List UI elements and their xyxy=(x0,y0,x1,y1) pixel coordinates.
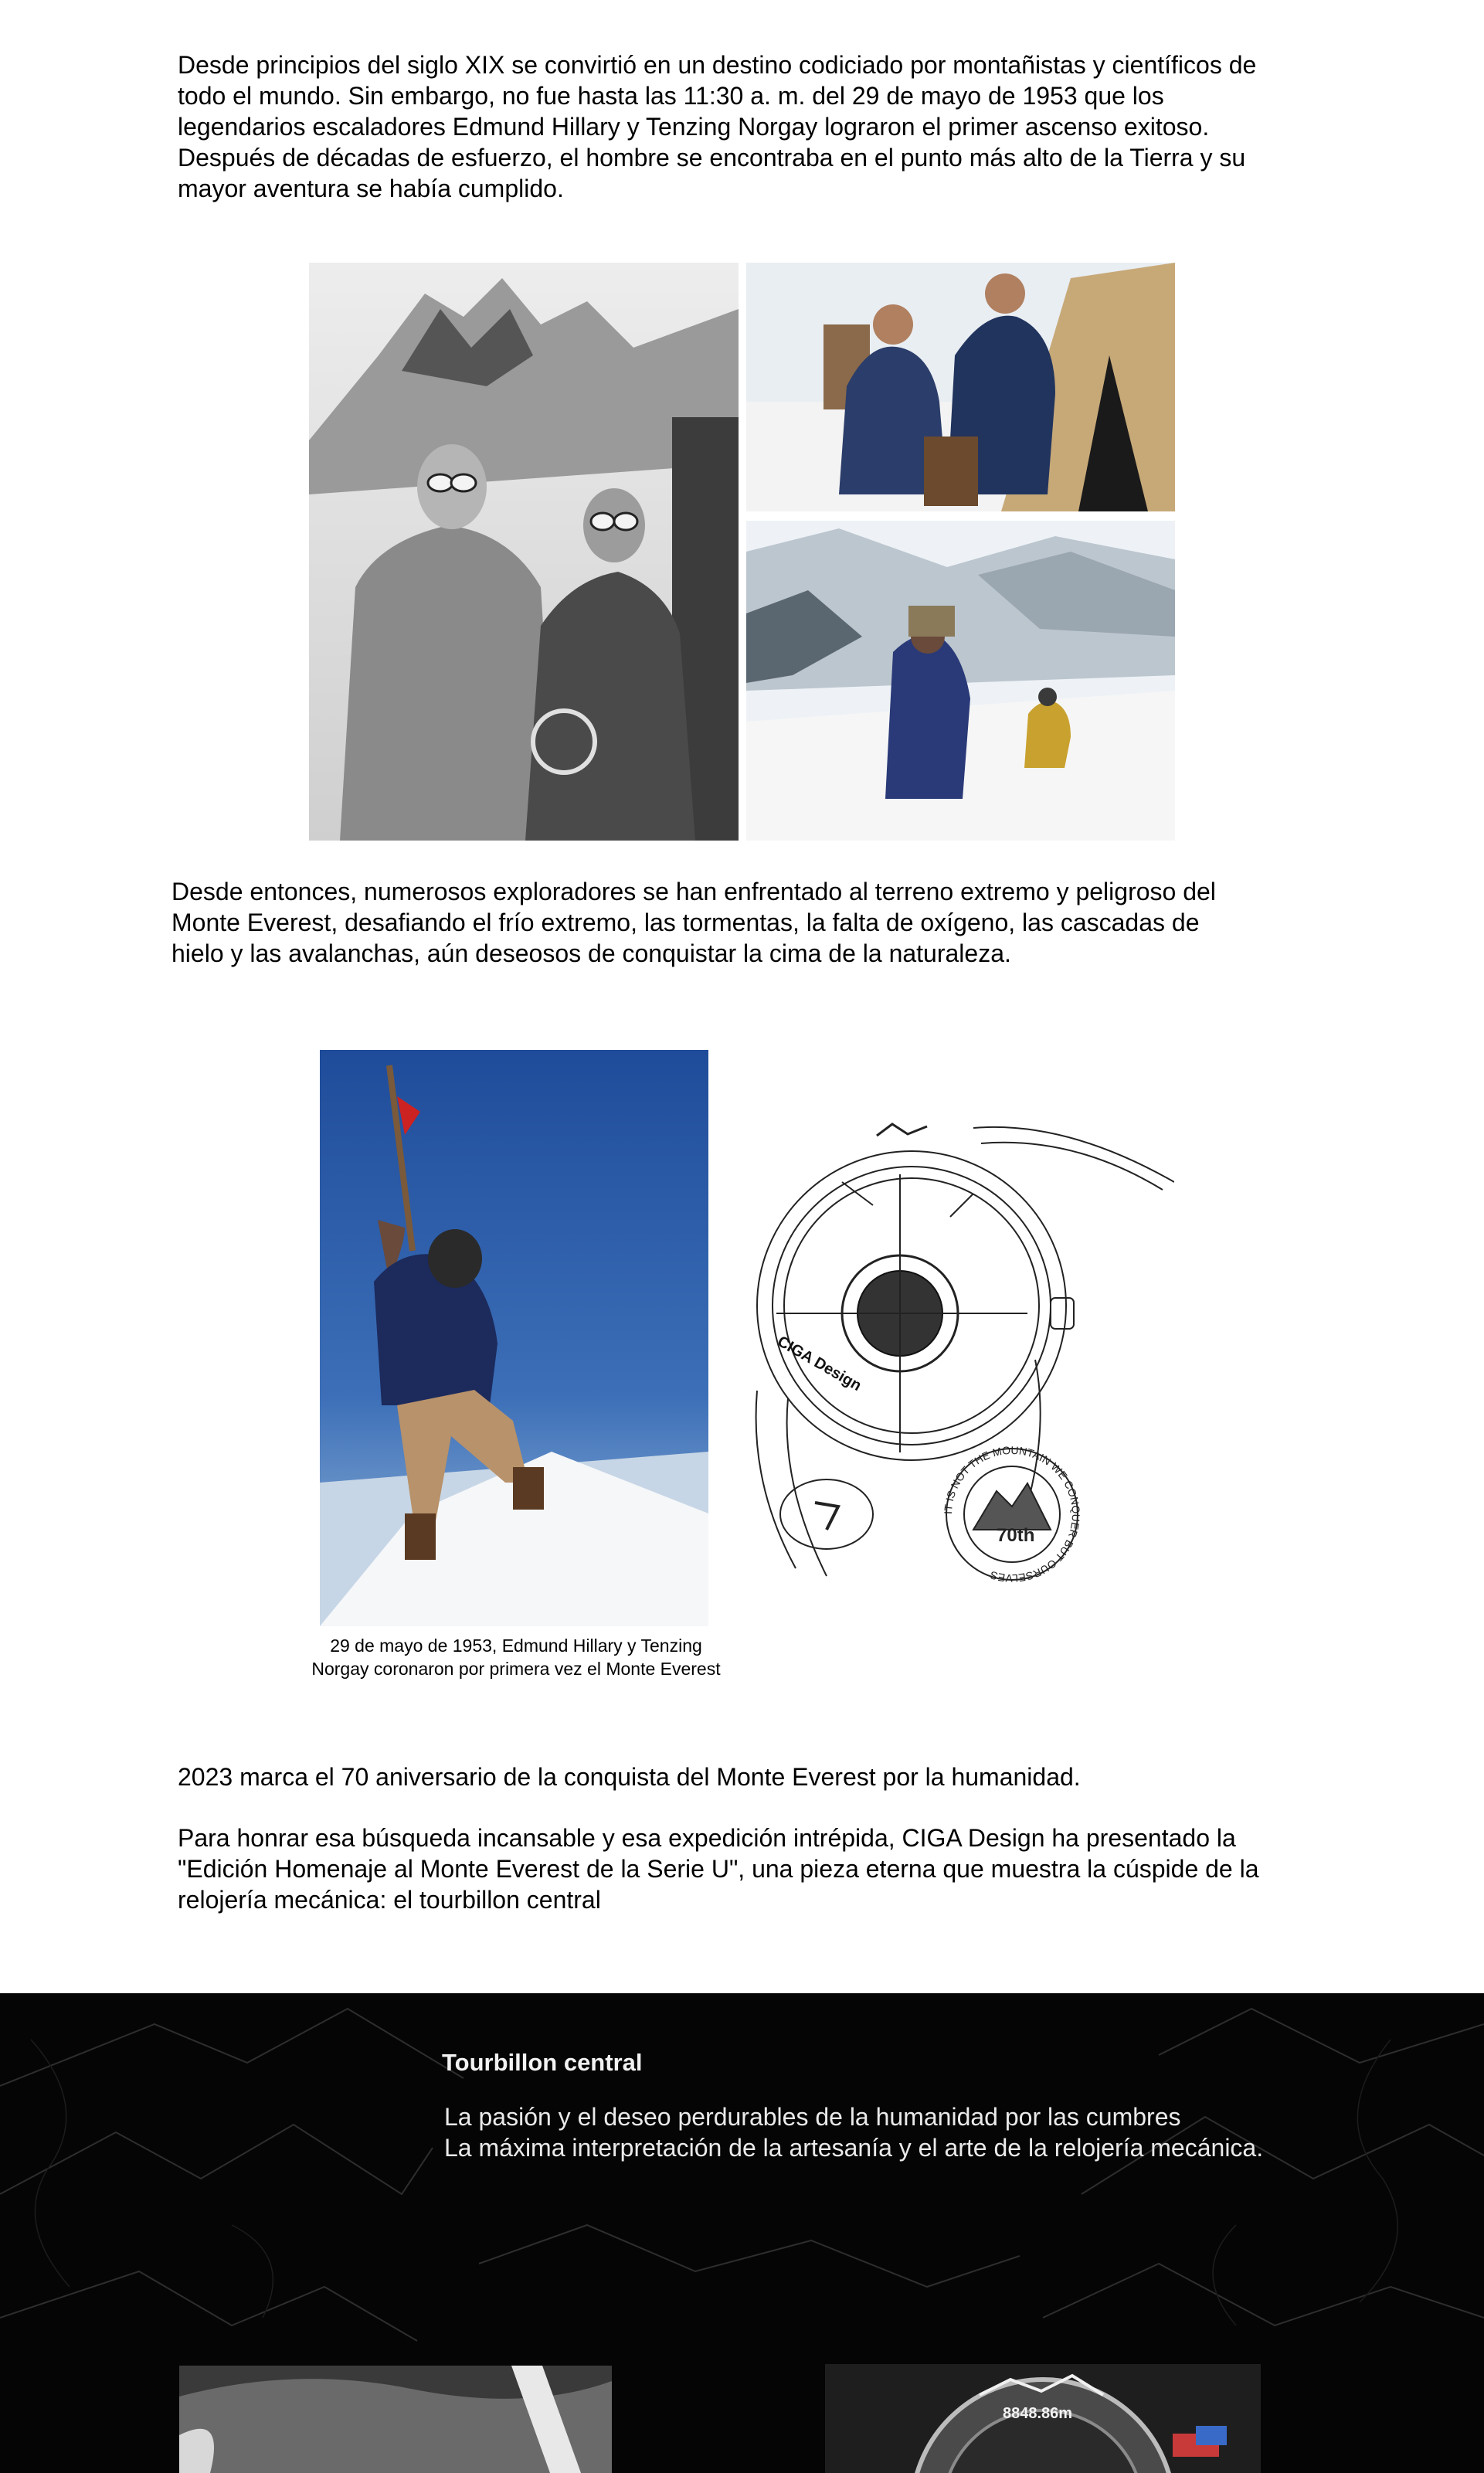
honor-line: relojería mecánica: el tourbillon central xyxy=(178,1886,601,1914)
explorers-line: Desde entonces, numerosos exploradores se han enfrentado al terreno extremo y peligroso del xyxy=(171,878,1216,905)
tourbillon-line: La pasión y el deseo perdurables de la humanidad por las cumbres xyxy=(444,2103,1181,2131)
summit-photo-caption xyxy=(284,1634,748,1680)
intro-paragraph xyxy=(178,49,1256,204)
caption-line: 29 de mayo de 1953, Edmund Hillary y Tenzing xyxy=(330,1636,702,1656)
explorers-paragraph xyxy=(171,876,1216,969)
intro-line: legendarios escaladores Edmund Hillary y Tenzing Norgay lograron el primer ascenso exitoso. xyxy=(178,113,1210,141)
watch-altitude-text: 8848.86m xyxy=(1003,2405,1073,2422)
sketch-brand-text: CIGA Design xyxy=(774,1333,864,1395)
tourbillon-line: La máxima interpretación de la artesanía y el arte de la relojería mecánica. xyxy=(444,2134,1264,2162)
watch-detail-photo-right xyxy=(825,2364,1261,2473)
caption-line: Norgay coronaron por primera vez el Monte Everest xyxy=(311,1659,721,1679)
intro-line: Desde principios del siglo XIX se convirtió en un destino codiciado por montañistas y científicos de xyxy=(178,51,1257,79)
honor-line: "Edición Homenaje al Monte Everest de la Serie U", una pieza eterna que muestra la cúspide de la xyxy=(178,1855,1259,1883)
intro-line: todo el mundo. Sin embargo, no fue hasta las 11:30 a. m. del 29 de mayo de 1953 que los xyxy=(178,82,1164,110)
summit-flag-photo xyxy=(320,1050,708,1626)
tourbillon-description xyxy=(444,2101,1263,2163)
explorers-line: hielo y las avalanchas, aún deseosos de conquistar la cima de la naturaleza. xyxy=(171,939,1011,967)
intro-line: Después de décadas de esfuerzo, el hombre se encontraba en el punto más alto de la Tierra y su xyxy=(178,144,1246,172)
climbers-camp-photo xyxy=(746,263,1175,511)
intro-line: mayor aventura se había cumplido. xyxy=(178,175,564,202)
honor-paragraph xyxy=(178,1822,1259,1915)
watch-sketch-illustration xyxy=(742,1113,1174,1591)
tourbillon-title: Tourbillon central xyxy=(442,2049,643,2076)
sketch-medal-number: 70th xyxy=(997,1525,1035,1546)
explorers-line: Monte Everest, desafiando el frío extremo, las tormentas, la falta de oxígeno, las cascadas de xyxy=(171,909,1200,936)
sketch-medal-text: IT IS NOT THE MOUNTAIN WE CONQUER BUT OURSELVES xyxy=(941,1443,1083,1585)
climbers-ascent-photo xyxy=(746,521,1175,841)
hillary-tenzing-portrait-photo xyxy=(309,263,739,841)
anniversary-line: 2023 marca el 70 aniversario de la conquista del Monte Everest por la humanidad. xyxy=(178,1763,1081,1791)
watch-detail-photo-left xyxy=(179,2366,612,2473)
honor-line: Para honrar esa búsqueda incansable y esa expedición intrépida, CIGA Design ha presentado la xyxy=(178,1824,1236,1852)
